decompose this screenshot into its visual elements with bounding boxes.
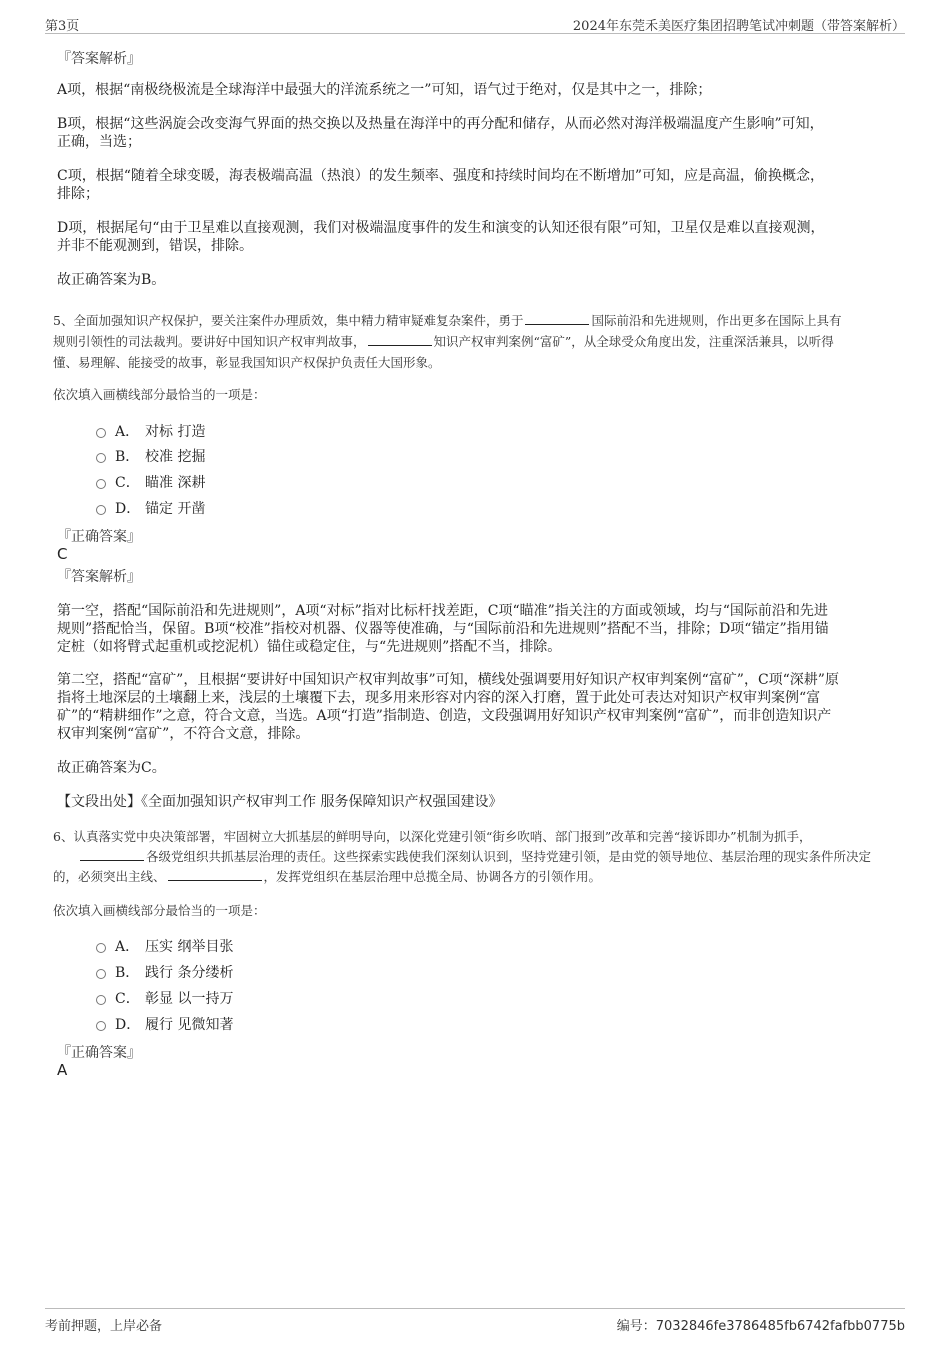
q5-analysis-p1-line2: 规则”搭配恰当，保留。B项“校准”指校对机器、仪器等使准确，与“国际前沿和先进规则”搭配不当，排除；D项“锚定”指用锚 xyxy=(57,621,829,637)
q4-analysis-c-line1: C项，根据“随着全球变暖，海表极端高温（热浪）的发生频率、强度和持续时间均在不断增加”可知，应是高温，偷换概念， xyxy=(57,168,825,184)
q4-analysis-c-line2: 排除； xyxy=(57,186,99,202)
q6-answer: A xyxy=(57,1061,68,1079)
q6-stem-text: 的，必须突出主线、 xyxy=(53,869,166,884)
q4-analysis-d-line1: D项，根据尾句“由于卫星难以直接观测，我们对极端温度事件的发生和演变的认知还很有限”可知，卫星仅是难以直接观测， xyxy=(57,220,825,236)
option-text: 锚定 开凿 xyxy=(145,501,206,517)
option-letter: D． xyxy=(115,501,141,517)
q5-blank-2 xyxy=(368,333,432,346)
q5-stem-line2 xyxy=(53,331,898,353)
q5-analysis-p2-line3: 矿”的“精耕细作”之意，符合文意，当选。A项“打造”指制造、创造，文段强调用好知识产权审判案例“富矿”，而非创造知识产 xyxy=(57,708,832,724)
q6-prompt: 依次填入画横线部分最恰当的一项是： xyxy=(53,903,266,918)
option-text: 校准 挖掘 xyxy=(145,449,206,465)
q4-analysis-b-line1: B项，根据“这些涡旋会改变海气界面的热交换以及热量在海洋中的再分配和储存，从而必然对海洋极端温度产生影响”可知， xyxy=(57,116,824,132)
q6-blank-1 xyxy=(80,848,144,861)
q6-stem-text: ，发挥党组织在基层治理中总揽全局、协调各方的引领作用。 xyxy=(263,869,602,884)
page-header xyxy=(45,13,905,34)
option-text: 履行 见微知著 xyxy=(145,1017,234,1033)
footer-slogan: 考前押题，上岸必备 xyxy=(45,1319,163,1334)
q5-prompt: 依次填入画横线部分最恰当的一项是： xyxy=(53,387,266,402)
q5-stem-line3: 懂、易理解、能接受的故事，彰显我国知识产权保护负责任大国形象。 xyxy=(53,355,441,370)
radio-icon[interactable] xyxy=(96,505,106,515)
q5-answer: C xyxy=(57,545,68,563)
q6-option-a[interactable] xyxy=(96,936,233,956)
q6-stem-line2 xyxy=(53,846,898,868)
option-letter: A． xyxy=(115,424,140,440)
q5-source: 【文段出处】《全面加强知识产权审判工作 服务保障知识产权强国建设》 xyxy=(57,794,503,810)
q5-analysis-label: 『答案解析』 xyxy=(57,569,141,585)
radio-icon[interactable] xyxy=(96,943,106,953)
q5-option-b[interactable] xyxy=(96,446,205,466)
q5-conclusion: 故正确答案为C。 xyxy=(57,760,166,776)
q6-stem-text: 各级党组织共抓基层治理的责任。这些探索实践使我们深刻认识到，坚持党建引领，是由党的领导地位、基层治理的现实条件所决定 xyxy=(146,849,872,864)
radio-icon[interactable] xyxy=(96,479,106,489)
option-text: 压实 纲举目张 xyxy=(145,939,234,955)
document-code: 编号：7032846fe3786485fb6742fafbb0775b xyxy=(616,1319,905,1334)
q6-option-b[interactable] xyxy=(96,962,233,982)
q4-analysis-d-line2: 并非不能观测到，错误，排除。 xyxy=(57,238,253,254)
option-text: 对标 打造 xyxy=(145,424,206,440)
q5-answer-label: 『正确答案』 xyxy=(57,529,141,545)
option-letter: C． xyxy=(115,475,140,491)
q4-analysis-label: 『答案解析』 xyxy=(57,51,141,67)
q5-option-d[interactable] xyxy=(96,498,205,518)
q5-analysis-p1-line3: 定桩（如将臂式起重机或挖泥机）锚住或稳定住，与“先进规则”搭配不当，排除。 xyxy=(57,639,562,655)
page-number: 第3页 xyxy=(45,19,80,34)
q5-analysis-p2-line1: 第二空，搭配“富矿”，且根据“要讲好中国知识产权审判故事”可知，横线处强调要用好知识产权审判案例“富矿”，C项“深耕”原 xyxy=(57,672,839,688)
radio-icon[interactable] xyxy=(96,1021,106,1031)
q5-stem-text: 国际前沿和先进规则，作出更多在国际上具有 xyxy=(591,313,842,328)
radio-icon[interactable] xyxy=(96,453,106,463)
q4-analysis-b-line2: 正确，当选； xyxy=(57,134,141,150)
radio-icon[interactable] xyxy=(96,428,106,438)
q6-option-d[interactable] xyxy=(96,1014,233,1034)
option-text: 彰显 以一持万 xyxy=(145,991,234,1007)
document-title: 2024年东莞禾美医疗集团招聘笔试冲刺题（带答案解析） xyxy=(572,19,905,34)
option-letter: B． xyxy=(115,449,140,465)
q6-answer-label: 『正确答案』 xyxy=(57,1045,141,1061)
q6-blank-2 xyxy=(168,868,262,881)
q5-analysis-p2-line4: 权审判案例“富矿”，不符合文意，排除。 xyxy=(57,726,310,742)
option-letter: C． xyxy=(115,991,140,1007)
q5-stem-text: 知识产权审判案例“富矿”，从全球受众角度出发，注重深活兼具，以听得 xyxy=(433,334,834,349)
q5-analysis-p2-line2: 指将土地深层的土壤翻上来，浅层的土壤覆下去，现多用来形容对内容的深入打磨，置于此处可表达对知识产权审判案例“富 xyxy=(57,690,821,706)
q5-option-c[interactable] xyxy=(96,472,205,492)
option-letter: D． xyxy=(115,1017,141,1033)
radio-icon[interactable] xyxy=(96,995,106,1005)
q5-stem-text: 规则引领性的司法裁判。要讲好中国知识产权审判故事， xyxy=(53,334,366,349)
q4-conclusion: 故正确答案为B。 xyxy=(57,272,166,288)
q6-option-c[interactable] xyxy=(96,988,233,1008)
option-text: 践行 条分缕析 xyxy=(145,965,234,981)
q5-analysis-p1-line1: 第一空，搭配“国际前沿和先进规则”，A项“对标”指对比标杆找差距，C项“瞄准”指关注的方面或领域，均与“国际前沿和先进 xyxy=(57,603,828,619)
option-letter: A． xyxy=(115,939,140,955)
option-text: 瞄准 深耕 xyxy=(145,475,206,491)
option-letter: B． xyxy=(115,965,140,981)
q4-analysis-a: A项，根据“南极绕极流是全球海洋中最强大的洋流系统之一”可知，语气过于绝对，仅是其中之一，排除； xyxy=(57,82,712,98)
q5-stem-line1 xyxy=(53,310,898,332)
page-footer xyxy=(45,1308,905,1335)
radio-icon[interactable] xyxy=(96,969,106,979)
q5-option-a[interactable] xyxy=(96,421,205,441)
q6-stem-line1: 6、认真落实党中央决策部署，牢固树立大抓基层的鲜明导向，以深化党建引领“街乡吹哨、部门报到”改革和完善“接诉即办”机制为抓手， xyxy=(53,829,812,844)
q5-blank-1 xyxy=(525,312,589,325)
q5-stem-text: 5、全面加强知识产权保护，要关注案件办理质效，集中精力精审疑难复杂案件，勇于 xyxy=(53,313,524,328)
q6-stem-line3 xyxy=(53,866,898,888)
